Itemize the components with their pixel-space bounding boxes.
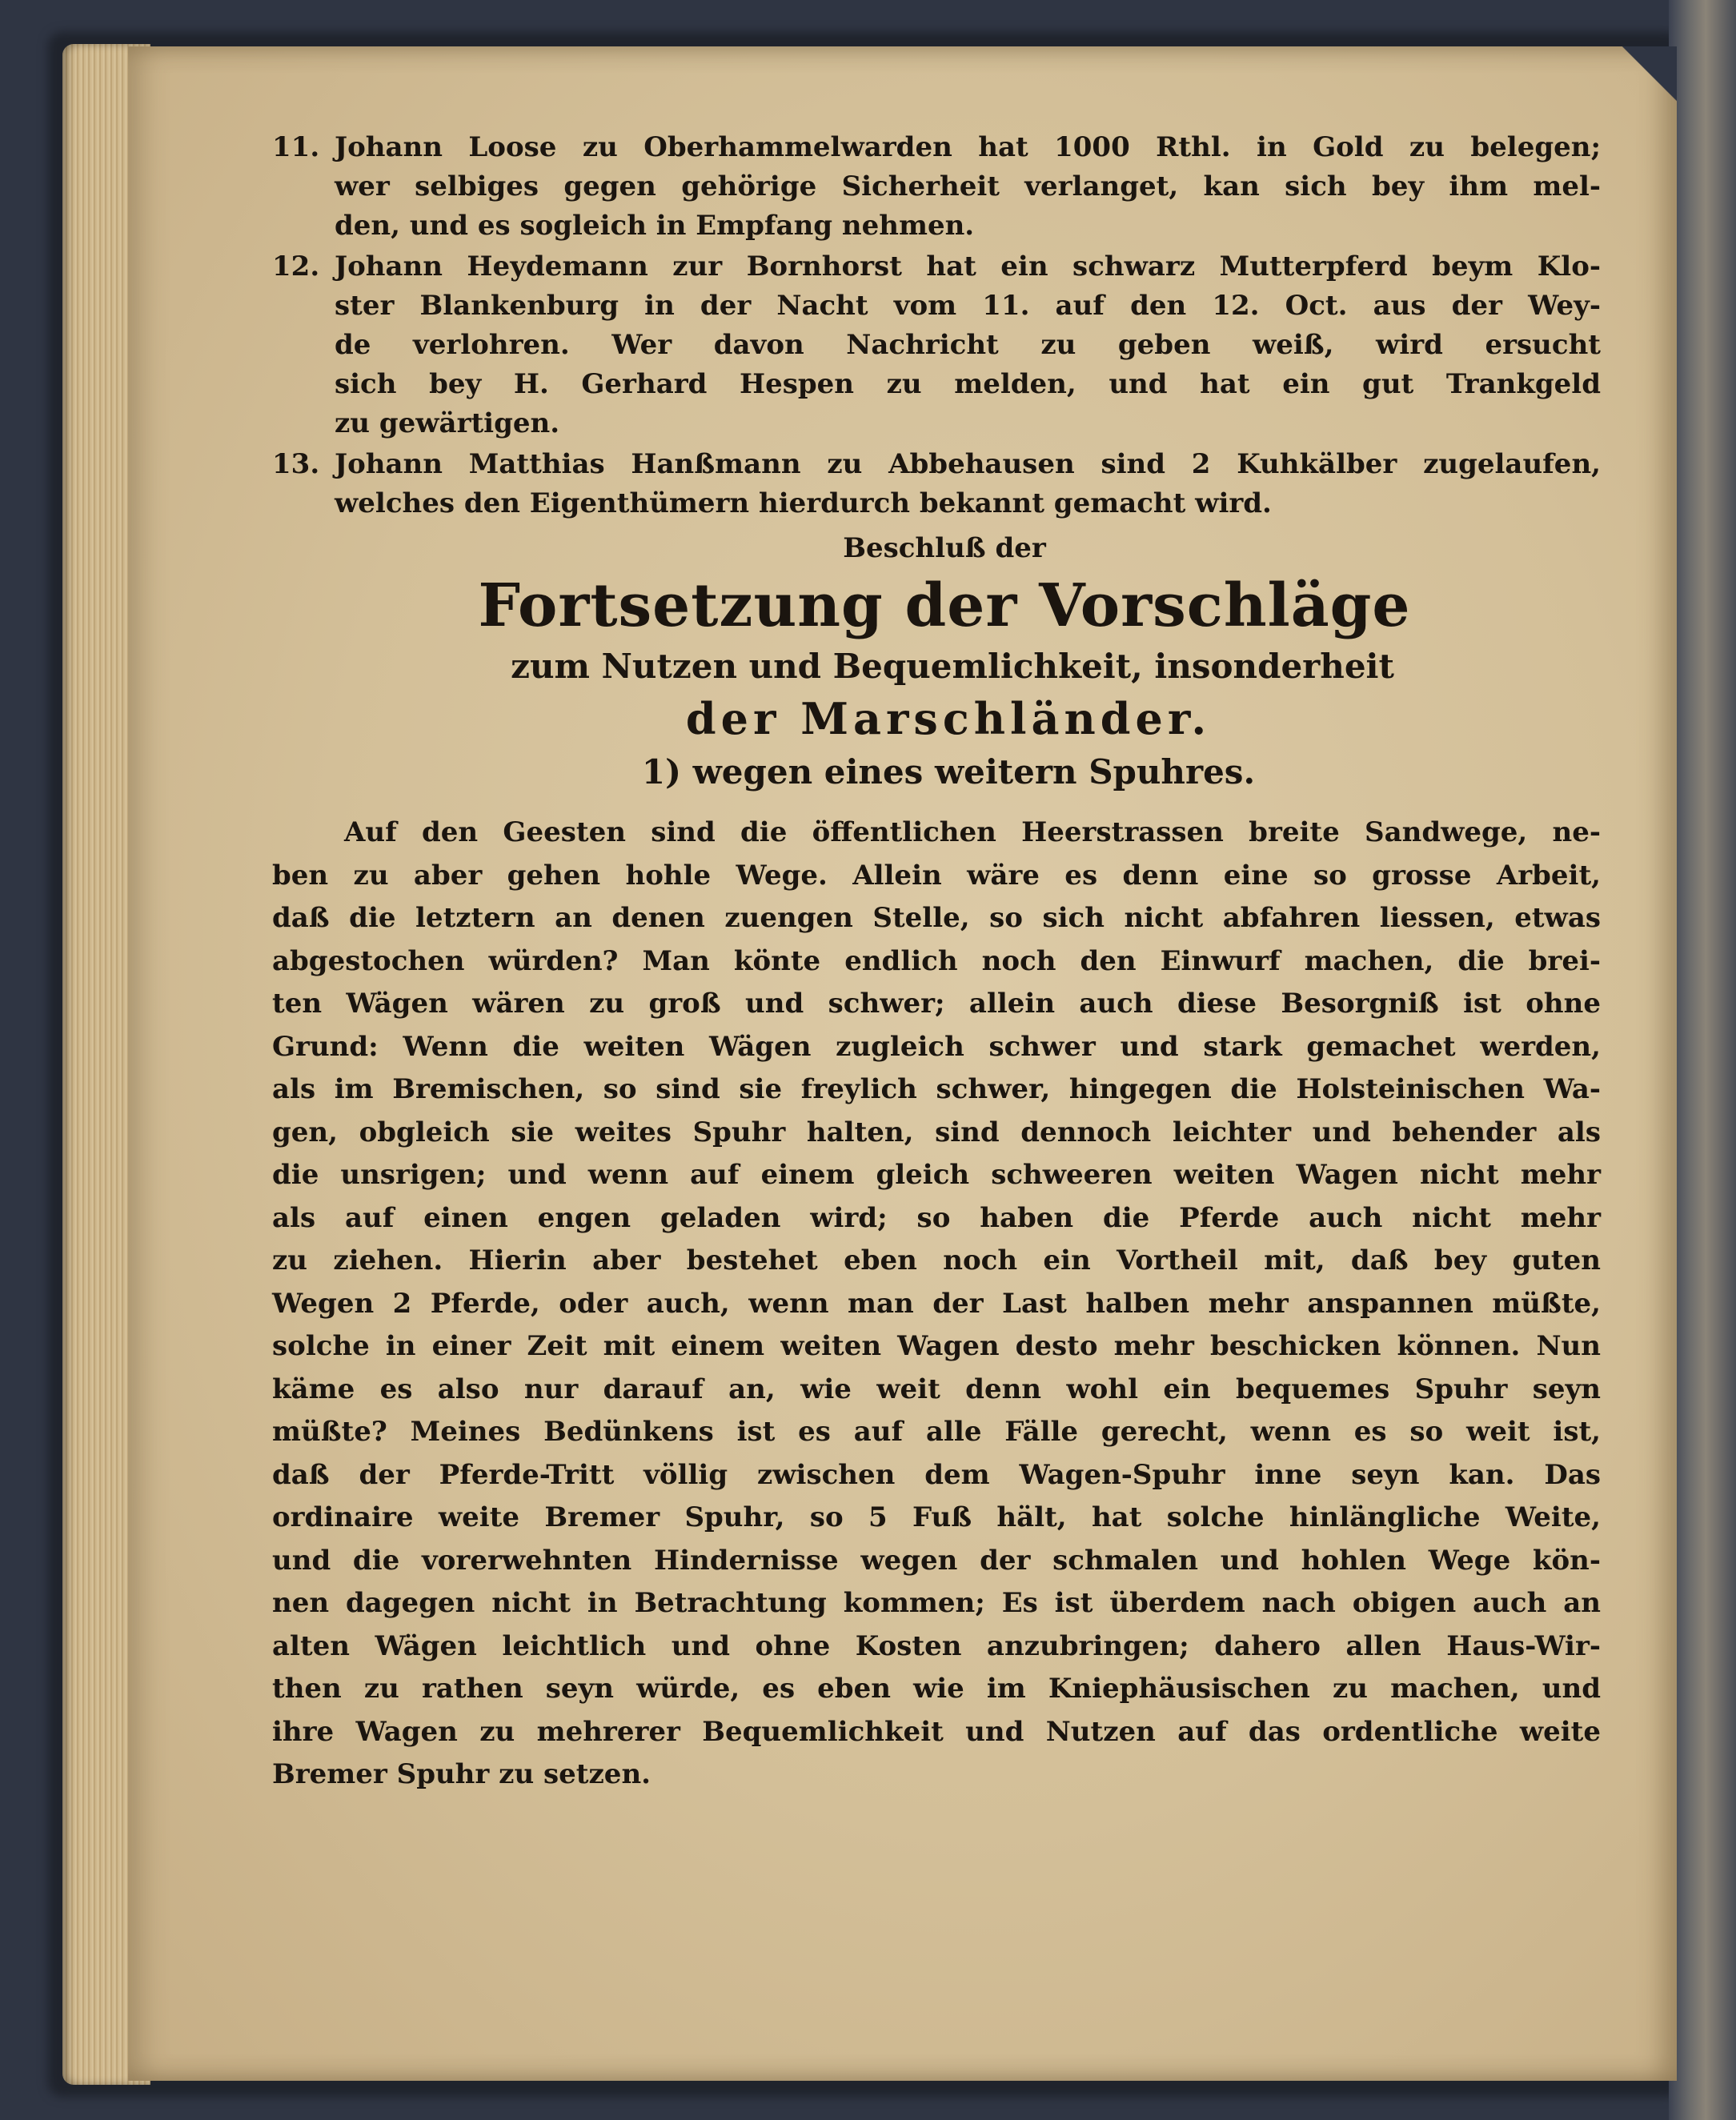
paragraph-line: daß die letztern an denen zuengen Stelle, so sich nicht abfahren liessen, etwas — [272, 902, 1601, 934]
entry-line: Johann Loose zu Oberhammelwarden hat 1000 Rthl. in Gold zu belegen; — [335, 131, 1601, 163]
entry-line: de verlohren. Wer davon Nachricht zu geben weiß, wird ersucht — [335, 329, 1601, 361]
paragraph-line: und die vorerwehnten Hindernisse wegen der schmalen und hohlen Wege kön- — [272, 1544, 1601, 1577]
paragraph-line: Bremer Spuhr zu setzen. — [272, 1758, 651, 1790]
entry-line: ster Blankenburg in der Nacht vom 11. auf den 12. Oct. aus der Wey- — [335, 290, 1601, 322]
entry-body — [335, 128, 1601, 246]
paragraph-line: die unsrigen; und wenn auf einem gleich schweeren weiten Wagen nicht mehr — [272, 1159, 1601, 1191]
paragraph-line: nen dagegen nicht in Betrachtung kommen; Es ist überdem nach obigen auch an — [272, 1587, 1601, 1619]
paragraph-line: Wegen 2 Pferde, oder auch, wenn man der Last halben mehr anspannen müßte, — [272, 1287, 1601, 1320]
entry-line: wer selbiges gegen gehörige Sicherheit verlanget, kan sich bey ihm mel- — [335, 170, 1601, 202]
subsection-heading: 1) wegen eines weitern Spuhres. — [641, 752, 1256, 791]
paragraph-line: solche in einer Zeit mit einem weiten Wagen desto mehr beschicken können. Nun — [272, 1330, 1601, 1362]
entry-number: 12. — [272, 250, 320, 283]
paragraph-line: als auf einen engen geladen wird; so haben die Pferde auch nicht mehr — [272, 1201, 1601, 1234]
paragraph-line: müßte? Meines Bedünkens ist es auf alle Fälle gerecht, wenn es so weit ist, — [272, 1416, 1601, 1448]
page-text — [272, 128, 1601, 1797]
entry-line: den, und es sogleich in Empfang nehmen. — [335, 210, 975, 242]
paragraph-line: alten Wägen leichtlich und ohne Kosten anzubringen; dahero allen Haus-Wir- — [272, 1629, 1601, 1662]
entry-line: Johann Heydemann zur Bornhorst hat ein schwarz Mutterpferd beym Klo- — [335, 250, 1601, 283]
entry-body — [335, 445, 1601, 523]
paragraph-line: ben zu aber gehen hohle Wege. Allein wäre es denn eine so grosse Arbeit, — [272, 859, 1601, 892]
section-title: Fortsetzung der Vorschläge — [478, 571, 1411, 640]
entry-line: sich bey H. Gerhard Hespen zu melden, und hat ein gut Trankgeld — [335, 368, 1601, 400]
entry-line: zu gewärtigen. — [335, 407, 560, 439]
notice-entry-13 — [272, 445, 1601, 523]
paragraph-line: then zu rathen seyn würde, es eben wie im Kniephäusischen zu machen, und — [272, 1673, 1601, 1705]
paragraph-line: daß der Pferde-Tritt völlig zwischen dem Wagen-Spuhr inne seyn kan. Das — [272, 1458, 1601, 1491]
conclusion-label: Beschluß der — [843, 532, 1046, 564]
entry-number: 11. — [272, 131, 320, 163]
notice-entry-12 — [272, 247, 1601, 443]
paragraph-line: käme es also nur darauf an, wie weit denn wohl ein bequemes Spuhr seyn — [272, 1373, 1601, 1405]
paragraph-line: zu ziehen. Hierin aber bestehet eben noch ein Vortheil mit, daß bey guten — [272, 1244, 1601, 1276]
paragraph-line: als im Bremischen, so sind sie freylich schwer, hingegen die Holsteinischen Wa- — [272, 1073, 1601, 1105]
entry-line: welches den Eigenthümern hierdurch bekannt gemacht wird. — [335, 487, 1272, 519]
paragraph-line: Auf den Geesten sind die öffentlichen Heerstrassen breite Sandwege, ne- — [344, 816, 1601, 848]
section-subtitle-2: der Marschländer. — [685, 693, 1212, 744]
section-subtitle: zum Nutzen und Bequemlichkeit, insonderheit — [511, 647, 1394, 686]
paragraph-line: ordinaire weite Bremer Spuhr, so 5 Fuß hält, hat solche hinlängliche Weite, — [272, 1501, 1601, 1533]
book-spine — [1669, 0, 1736, 2120]
paragraph-line: gen, obgleich sie weites Spuhr halten, sind dennoch leichter und behender als — [272, 1116, 1601, 1148]
paragraph-line: abgestochen würden? Man könte endlich noch den Einwurf machen, die brei- — [272, 944, 1601, 977]
entry-body — [335, 247, 1601, 443]
paragraph-line: ten Wägen wären zu groß und schwer; allein auch diese Besorgniß ist ohne — [272, 988, 1601, 1020]
paragraph-line: ihre Wagen zu mehrerer Bequemlichkeit und Nutzen auf das ordentliche weite — [272, 1715, 1601, 1748]
page-corner — [1621, 46, 1677, 110]
paragraph-line: Grund: Wenn die weiten Wägen zugleich schwer und stark gemachet werden, — [272, 1030, 1601, 1063]
entry-number: 13. — [272, 448, 320, 480]
entry-line: Johann Matthias Hanßmann zu Abbehausen sind 2 Kuhkälber zugelaufen, — [335, 448, 1601, 480]
body-paragraph — [272, 812, 1601, 1797]
notice-entry-11 — [272, 128, 1601, 246]
